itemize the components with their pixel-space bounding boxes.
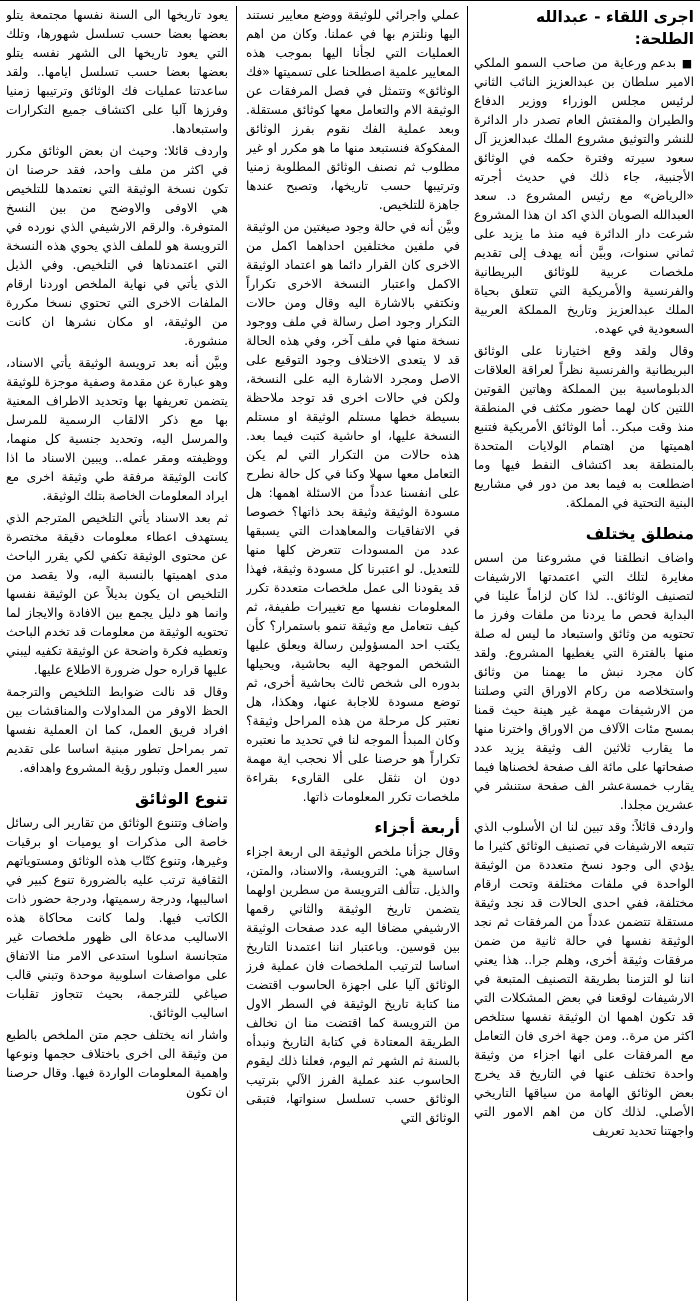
article-column-1 [474,6,694,1303]
body-paragraph: وبيَّن أنه في حالة وجود صيغتين من الوثيقة في ملفين مختلفين احداهما اكمل من الاخرى كان القرار دائما هو اعتماد الوثيقة الاكمل واعتبار النسخة الاخرى تكراراً ونكتفي بالاشارة اليه وقال ومن حالات التكرار وجود اصل رسالة في ملف ووجود نسخة منها في ملف آخر، وفي هذه الحالة قد لا يتعدى الاختلاف وجود التوقيع على الاصل ومجرد الاشارة اليه على النسخة، ولكن في حالات اخرى قد توجد ملاحظة بسيطة خطها مستلم الوثيقة او مستلم النسخة عليها، او حاشية كتبت فيما بعد. هذه حالات من التكرار التي لم يكن التعامل معها سهلا وكنا في كل حالة نطرح على انفسنا عدداً من الاسئلة اهمها: هل مسودة الوثيقة وثيقة بحد ذاتها؟ خصوصا في الاتفاقيات والمعاهدات التي يسبقها عدد من المسودات تتعرض كلها منها للتعديل. لو اعتبرنا كل مسودة وثيقة، فهذا قد يقودنا الى عمل ملخصات متعددة تكرر المعلومات نفسها مع تغييرات طفيفة، ثم كيف نتعامل مع وثيقة تنمو باستمرار؟ كأن يكتب احد المسؤولين رسالة ويعلق عليها الشخص الموجهة اليه بحاشية، ويحيلها بدوره الى شخص ثالث بحاشية أخرى، ثم توضع مسودة للاجابة عنها، وهكذا، هل نعتبر كل مرحلة من هذه المراحل وثيقة؟ وكان المبدأ الموجه لنا في تحديد ما نعتبره تكراراً هو حرصنا على ألا نحجب اية مهمة دون ان نثقل على القارىء بقراءة ملخصات تكرر المعلومات ذاتها. [246,220,460,804]
column-rule [236,6,237,1301]
body-paragraph: يعود تاريخها الى السنة نفسها مجتمعة يتلو بعضها بعضا حسب تسلسل شهورها، وتلك التي يعود تاريخها الى الشهر نفسه يتلو بعضها بعضا حسب تسلسل ايامها.. ولقد ساعدتنا عمليات فك الوثائق وترتيبها زمنيا وفرزها آليا على اكتشاف جميع التكرارات واستبعادها. [6,8,228,136]
body-paragraph: وقال ولقد وقع اختيارنا على الوثائق البريطانية والفرنسية نظراً لعراقة العلاقات الدبلوماسية بين المملكة وهاتين القوتين اللتين كان لهما حضور مكثف في المنطقة منذ وقت مبكر.. أما الوثائق الأمريكية فتنبع اهميتها من اهتمام الولايات المتحدة بالمنطقة بعد اكتشاف النفط فيها وما اضطلعت به فيما بعد من دور في مشاريع البنية التحتية في المملكة. [474,344,694,510]
article-column-2 [246,6,460,1303]
body-paragraph: عملي واجرائي للوثيقة ووضع معايير نستند اليها ونلتزم بها في عملنا. وكان من اهم العمليات التي لجأنا اليها بموجب هذه المعايير علمية اصطلحنا على تسميتها «فك الوثائق» وتتمثل في فصل المرفقات عن الوثيقة الام والتعامل معها كوثائق مستقلة. وبعد عملية الفك نقوم بفرز الوثائق المفكوكة فنستبعد منها ما هو مكرر او غير مطلوب ثم نصنف الوثائق المطلوبة زمنيا وترتيبها حسب تاريخها، وتصبح عندها جاهزة للتلخيص. [246,8,460,212]
body-paragraph: وقال جزأنا ملخص الوثيقة الى اربعة اجزاء اساسية هي: الترويسة، والاسناد، والمتن، والذيل. تتألف الترويسة من سطرين اولهما يتضمن تاريخ الوثيقة والثاني رقمها الارشيفي مضافا اليه عدد صفحات الوثيقة بين قوسين. وباعتبار اننا اعتمدنا التاريخ اساسا لترتيب الملخصات فان عملية فرز الوثائق آليا على اجهزة الحاسوب اقتضت منا كتابة تاريخ الوثيقة في السطر الاول من الترويسة كما اقتضت منا ان نخالف الطريقة المعتادة في كتابة التاريخ ونبدأه بالسنة ثم الشهر ثم اليوم، فعلنا ذلك ليقوم الحاسوب عند عملية الفرز الآلي بترتيب الوثائق حسب تسلسل سنواتها، فتبقى الوثائق التي [246,845,460,1125]
lead-text: بدعم ورعاية من صاحب السمو الملكي الامير سلطان بن عبدالعزيز النائب الثاني لرئيس مجلس الوزراء ووزير الدفاع والطيران والمفتش العام تصدر دار الدائرة للنشر والتوثيق مشروع الملك عبدالعزيز آل سعود سيرته وفترة حكمه في الوثائق الأجنبية، جاء ذلك في حديث أجرته «الرياض» مع رئيس المشروع د. سعد العبدالله الصويان الذي اكد ان هذا المشروع شرعت دار الدائرة فيه منذ ما يزيد على ثماني سنوات، وبيَّن أنه يهدف إلى تقديم ملخصات عربية للوثائق البريطانية والفرنسية والأمريكية التي تتعلق بحياة الملك عبدالعزيز وتاريخ المملكة العربية السعودية في عهده. [474,56,694,336]
top-border [0,0,700,1]
section-heading: اجرى اللقاء - عبدالله الطلحة: [535,8,694,48]
lead-paragraph [474,54,694,339]
section-heading: تنوع الوثائق [134,789,228,808]
body-paragraph: ثم بعد الاسناد يأتي التلخيص المترجم الذي يستهدف اعطاء معلومات دقيقة مختصرة عن محتوى الوثيقة تكفي لكي يقرر الباحث مدى اهميتها بالنسبة اليه، ولا يقصد من التلخيص ان يكون بديلاً عن الوثيقة نفسها وانما هو دليل يجمع بين الافادة والايجاز لما تحتويه الوثيقة من معلومات قد تخدم الباحث وتعطيه فكرة واضحة عن الوثيقة تكفيه ليبني عليها قراره حول ضرورة الاطلاع عليها. [6,511,228,677]
body-paragraph: وبيَّن أنه بعد ترويسة الوثيقة يأتي الاسناد، وهو عبارة عن مقدمة وصفية موجزة للوثيقة يتضمن تعريفها بها وتحديد الاطراف المعنية بها مع ذكر الالقاب الرسمية للمرسل والمرسل اليه، وتحديد جنسية كل منهما، ووظيفته ومقر عمله.. ويبين الاسناد ما اذا كانت الوثيقة مرفقة طي وثيقة اخرى مع ايراد المعلومات الخاصة بتلك الوثيقة. [6,356,228,503]
body-paragraph: واضاف انطلقنا في مشروعنا من اسس مغايرة لتلك التي اعتمدتها الارشيفات لتصنيف الوثائق.. لذا كان لزاماً علينا في البداية فحص ما يردنا من ملفات وفرز ما تحتويه من وثائق واستبعاد ما ليس له صلة منها بالفترة التي يغطيها المشروع. ولقد كان مجرد نبش ما يهمنا من وثائق واستخلاصه من ركام الاوراق التي وصلتنا من الارشيفات مهمة غير هينة حيث قمنا بمسح مئات الآلاف من الاوراق واخترنا منها ما يقارب ثلاثين الف وثيقة يزيد عدد صفحاتها على مائة الف صفحة لخصناها فيما يقارب خمسةعشر الف صفحة ستنشر في عشرين مجلدا. [474,551,694,812]
body-paragraph: واردف قائلا: وحيث ان بعض الوثائق مكرر في اكثر من ملف واحد، فقد حرصنا ان تكون نسخة الوثيقة التي نعتمدها للتلخيص هي الاوفى والاوضح من بين النسخ المتوفرة. والرقم الارشيفي الذي نورده في الترويسة هو للملف الذي يحوي هذه النسخة التي اعتمدناها في التلخيص. وفي الذيل الذي يأتي في نهاية الملخص اوردنا ارقام الملفات الاخرى التي تحتوي نسخا مكررة من الوثيقة، او مكان نشرها ان كانت منشورة. [6,144,228,348]
section-heading: أربعة أجزاء [374,818,460,837]
body-paragraph: واضاف وتتنوع الوثائق من تقارير الى رسائل خاصة الى مذكرات او يوميات او برقيات وغيرها، وتنوع كتّاب هذه الوثائق ومستوياتهم الثقافية ترتب عليه بالضرورة تنوع كبير في اساليبها، ودرجة رسميتها، ودرجة حضور ذات الكاتب فيها. ولما كانت محاكاة هذه الاساليب مدعاة الى ظهور ملخصات غير متجانسة اسلوبا استدعى الامر منا الاتفاق على مواصفات اسلوبية موحدة وتبني قالب صياغي للترجمة، بحيث تتجاوز تقلبات اساليب الوثائق. [6,816,228,1020]
body-paragraph: واردف قائلاً: وقد تبين لنا ان الأسلوب الذي تتبعه الارشيفات في تصنيف الوثائق كثيرا ما يؤدي الى وجود نسخ متعددة من الوثيقة الواحدة في ملفات مختلفة وتحت ارقام مختلفة، ففي احدى الحالات قد نجد وثيقة مستقلة تتضمن عدداً من المرفقات ثم نجد الوثيقة نفسها في حالة ثانية من ضمن مرفقات وثيقة أخرى، وهلم جرا.. هذا يعني اننا لو التزمنا بطريقة التصنيف المتبعة في الارشيفات لوقعنا في بعض المشكلات التي قد تكون اهمها ان الوثيقة نفسها ستلخص اكثر من مرة.. ومن جهة اخرى فان التعامل مع المرفقات على انها اجزاء من وثيقة واحدة تختلف عنها في التاريخ قد يخرج بعض الوثائق الهامة من سياقها التاريخي الأصلي. لذلك كان من اهم الامور التي واجهتنا تحديد تعريف [474,820,694,1138]
section-heading: منطلق يختلف [585,524,694,543]
body-paragraph: وقال قد نالت ضوابط التلخيص والترجمة الحظ الاوفر من المداولات والمناقشات بين افراد فريق العمل، كما ان العملية نفسها تمر بمراحل تطور مبنية اساسا على تقديم سير العمل وتبلور رؤية المشروع واهدافه. [6,685,228,775]
bullet-square-icon: ■ [681,57,694,70]
article-column-3 [6,6,228,1303]
column-rule [467,6,468,1301]
body-paragraph: واشار انه يختلف حجم متن الملخص بالطبع من وثيقة الى اخرى باختلاف حجمها ونوعها واهمية المعلومات الواردة فيها. وقال حرصنا ان تكون [6,1028,228,1099]
